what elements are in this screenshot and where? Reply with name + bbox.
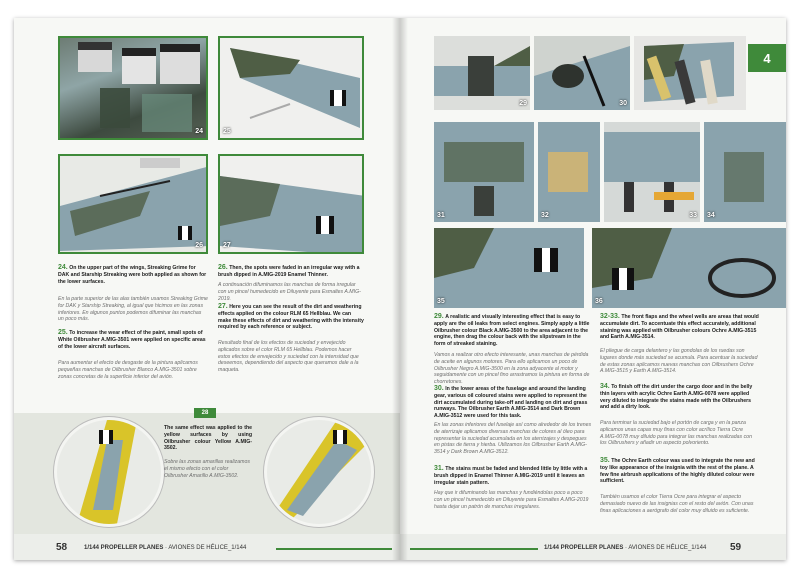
step-text-en: On the upper part of the wings, Streaking Grime for DAK and Starship Streaking were both applied as shown for the lower surfaces. — [58, 265, 207, 285]
step-text-en: The stains must be faded and blended little by little with a brush dipped in Enamel Thinner A.MIG-2019 until it leaves an irregular stain pattern. — [434, 466, 588, 486]
footer-title-en: 1/144 PROPELLER PLANES — [544, 545, 624, 551]
text-block-29-es: Vamos a realizar otro efecto interesante, unas manchas de pérdida de aceite en algunos motores. Para ello aplicamos un poco de Oilbrusher Negro A.MIG-3500 en la zona adyacente al motor y seguidamente con un pincel fino arrastramos la pintura en forma de chorretones. — [434, 352, 590, 386]
photo-number: 34 — [707, 212, 715, 219]
text-block-26 — [218, 265, 364, 279]
wing-illustration — [220, 38, 364, 140]
text-block-25 — [58, 330, 208, 350]
wing-yellow-illustration — [267, 420, 371, 524]
photo-number: 30 — [619, 100, 627, 107]
footer-subtitle: · AVIONES DE HÉLICE_1/144 — [165, 545, 247, 551]
left-footer — [14, 534, 400, 560]
text-block-32-33 — [600, 314, 760, 341]
photo-28-badge: 28 — [194, 408, 216, 418]
photo-number: 35 — [437, 298, 445, 305]
tubes-illustration — [634, 36, 746, 110]
jar-illustration — [60, 38, 208, 140]
photo-paint-tubes — [634, 36, 746, 110]
step-number: 29. — [434, 313, 444, 320]
photo-33 — [604, 122, 700, 222]
landing-gear-illustration — [604, 122, 700, 222]
text-block-25-es: Para aumentar el efecto de desgaste de la pintura aplicamos pequeñas manchas de Oilbrusher Blanco A.MIG-3501 sobre zonas concretas de la superficie inferior del avión. — [58, 360, 198, 380]
step-text-en: Then, the spots were faded in an irregular way with a brush dipped in A.MIG-2019 Enamel Thinner. — [218, 265, 360, 278]
step-text-en: A realistic and visually interesting effect that is easy to apply are the oil leaks from select engines. Simply apply a little Oilbrusher colour Black A.MIG-3500 to the area adjacent to the engine, then drag the colour back with the slipstream in the form of streaked staining. — [434, 314, 590, 348]
text-block-35 — [600, 458, 760, 485]
airbrush-illustration — [592, 228, 786, 308]
photo-31 — [434, 122, 534, 222]
step-number: 35. — [600, 457, 610, 464]
photo-24 — [58, 36, 208, 140]
callout-panel — [14, 413, 400, 535]
text-block-35-es: También usamos el color Tierra Ocre para integrar el aspecto demasiado nuevo de las insignias con el resto del avión. Con unas finas aplicaciones a aerógrafo del color muy diluido es suficiente. — [600, 494, 754, 514]
photo-25 — [218, 36, 364, 140]
magazine-spread — [14, 18, 786, 560]
callout-text — [164, 425, 252, 452]
engine-illustration — [534, 36, 630, 110]
page-number: 58 — [56, 542, 68, 553]
step-number: 31. — [434, 465, 444, 472]
step-text-en: The Ochre Earth colour was used to integrate the new and toy like appearance of the insignia with the rest of the plane. A few fine airbrush applications of the highly diluted colour were sufficient. — [600, 458, 755, 485]
right-page — [400, 18, 786, 560]
photo-number: 31 — [437, 212, 445, 219]
photo-28-right — [264, 417, 374, 527]
photo-number: 27 — [223, 242, 231, 249]
text-block-24-es: En la parte superior de las alas también usamos Streaking Grime for DAK y Starship Streaking, al igual que hicimos en las zonas inferiores. En algunos puntos podemos difuminar las manchas un poco más. — [58, 296, 208, 323]
fuselage-illustration — [434, 122, 534, 222]
text-block-30-es: En las zonas inferiores del fuselaje así como alrededor de los trenes de aterrizaje aplicamos diversas manchas de colores al óleo para representar la suciedad acumulada en los aterrizajes y despegues en pistas de tierra y hierba. Utilizamos los Oilbrusher Earth A.MIG-3514 y Dark Brown A.MIG-3512. — [434, 422, 592, 456]
photo-36 — [592, 228, 786, 308]
step-number: 25. — [58, 329, 68, 336]
insignia-illustration — [434, 228, 584, 308]
step-text-en: Here you can see the result of the dirt and weathering effects applied on the colour RLM 65 Hellblau. We can make these effects of dirt and weathering with the intensity required by each reference or subject. — [218, 304, 364, 331]
text-block-32-33-es: El pliegue de carga delantero y las gondolas de los ruedas son lugares donde más suciedad se acumula. Para acentuar la suciedad de estas zonas aplicamos nuevas manchas con Oilbrushers Ochre A.MIG-3515 y Earth A.MIG-3514. — [600, 348, 758, 375]
photo-34 — [704, 122, 786, 222]
text-block-26-es: A continuación difuminamos las manchas de forma irregular con un pincel humedecido en Diluyente para Esmaltes A.MIG-2019. — [218, 282, 361, 302]
photo-29 — [434, 36, 530, 110]
step-number: 27. — [218, 303, 228, 310]
footer-subtitle: · AVIONES DE HÉLICE_1/144 — [625, 545, 707, 551]
step-number: 34. — [600, 383, 610, 390]
photo-number: 29 — [519, 100, 527, 107]
step-text-en: To increase the wear effect of the paint, small spots of White Oilbrusher A.MIG-3501 were applied on specific areas of the lower aircraft surfaces. — [58, 330, 206, 350]
step-number: 30. — [434, 385, 444, 392]
photo-number: 24 — [195, 128, 203, 135]
right-footer — [400, 534, 786, 560]
footer-title — [84, 545, 246, 551]
step-number: 32-33. — [600, 313, 620, 320]
text-block-24 — [58, 265, 208, 285]
step-text-en: The front flaps and the wheel wells are areas that would accumulate dirt. To accentuate this effect accurately, additional staining was applied with Oilbrusher colours Ochre A.MIG-3515 and Earth A.MIG-3514. — [600, 314, 759, 341]
photo-27 — [218, 154, 364, 254]
photo-30 — [534, 36, 630, 110]
photo-number: 32 — [541, 212, 549, 219]
callout-text-en: The same effect was applied to the yellow surfaces by using Oilbrusher colour Yellow A.MIG-3502. — [164, 425, 252, 452]
belly-illustration — [704, 122, 786, 222]
wing-illustration — [60, 156, 208, 254]
footer-title-en: 1/144 PROPELLER PLANES — [84, 545, 164, 551]
wheel-well-illustration — [538, 122, 600, 222]
photo-35 — [434, 228, 584, 308]
text-block-31-es: Hay que ir difuminando las manchas y fundiéndolas poco a poco con un pincel humedecido en Diluyente para Esmaltes A.MIG-2019 hasta dejar un patrón de manchas irregulares. — [434, 490, 589, 510]
text-block-34 — [600, 384, 760, 411]
engine-illustration — [434, 36, 530, 110]
wing-illustration — [220, 156, 364, 254]
footer-title — [544, 545, 706, 551]
photo-28-left — [54, 417, 164, 527]
photo-number: 36 — [595, 298, 603, 305]
photo-32 — [538, 122, 600, 222]
step-number: 24. — [58, 264, 68, 271]
wing-yellow-illustration — [57, 420, 161, 524]
callout-text-es: Sobre las zonas amarillas realizamos el mismo efecto con el color Oilbrusher Amarillo A.MIG-3502. — [164, 459, 250, 479]
page-number: 59 — [730, 542, 742, 553]
photo-26 — [58, 154, 208, 254]
text-block-31 — [434, 466, 592, 486]
text-block-27 — [218, 304, 364, 331]
footer-rule — [410, 548, 538, 550]
photo-number: 25 — [223, 128, 231, 135]
footer-rule — [276, 548, 392, 550]
photo-number: 26 — [195, 242, 203, 249]
text-block-27-es: Resultado final de los efectos de suciedad y envejecido aplicados sobre el color RLM 65 Hellblau. Podemos hacer estos efectos de envejecido y suciedad con la intensidad que deseemos, dependiendo del aspecto que queramos dale a la maqueta. — [218, 340, 359, 374]
photo-number: 33 — [689, 212, 697, 219]
text-block-30 — [434, 386, 592, 420]
page-gutter — [392, 18, 408, 560]
text-block-34-es: Para terminar la suciedad bajo el portón de carga y en la panza aplicamos unas capas muy finas con color acrílico Tierra Ocre A.MIG-0078 muy diluido para integrar las manchas realizadas con los Oilbrushers y añadir un aspecto polvoriento. — [600, 420, 752, 447]
step-text-en: To finish off the dirt under the cargo door and in the belly thin layers with acrylic Ochre Earth A.MIG-0078 were applied very diluted to integrate the stains made with the Oilbrushers and add a dirty look. — [600, 384, 753, 411]
chapter-tab: 4 — [748, 44, 786, 72]
step-number: 26. — [218, 264, 228, 271]
step-text-en: In the lower areas of the fuselage and around the landing gear, various oil coloured stains were applied to represent the dirt accumulated during take-off and landing on dirt and grass runways. The Oilbrusher Earth A.MIG-3514 and Dark Brown A.MIG-3512 were used for this task. — [434, 386, 588, 420]
text-block-29 — [434, 314, 592, 348]
left-page — [14, 18, 400, 560]
